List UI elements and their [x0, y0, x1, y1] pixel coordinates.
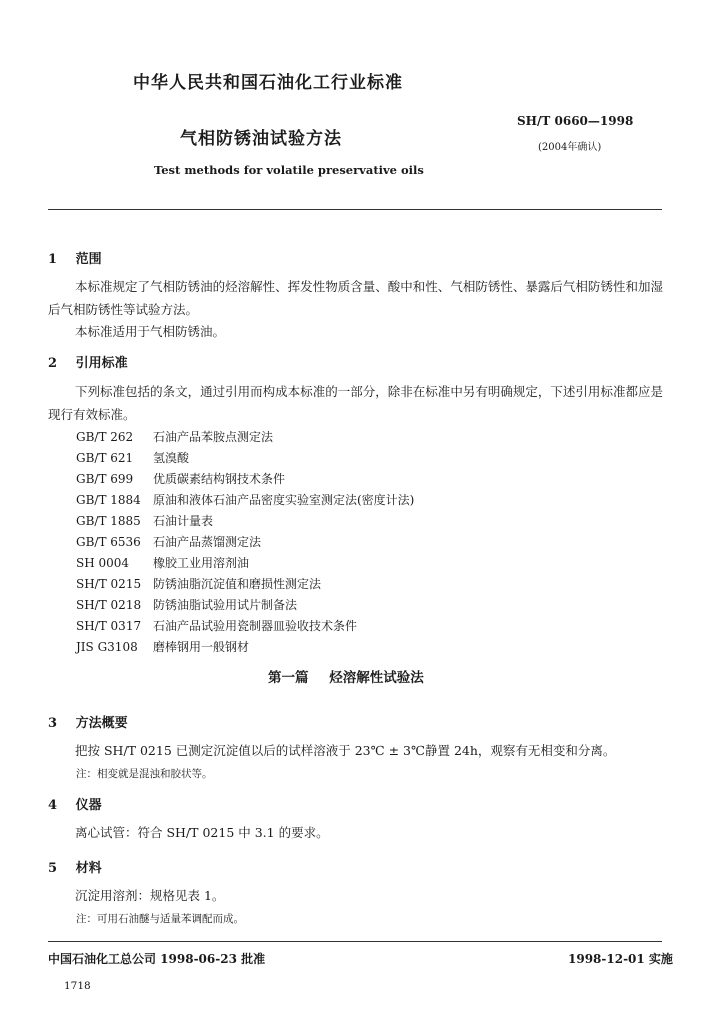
reference-name: 石油产品试验用瓷制器皿验收技术条件: [153, 619, 358, 633]
reference-item: [76, 595, 414, 616]
reference-code: GB/T 621: [76, 451, 134, 465]
reference-code: SH 0004: [76, 556, 130, 570]
section-5-note: 注：可用石油醚与适量苯调配而成。: [76, 913, 244, 925]
reference-name: 原油和液体石油产品密度实验室测定法(密度计法): [153, 493, 415, 507]
section-5-heading: [48, 857, 102, 876]
reference-name: 防锈油脂沉淀值和磨损性测定法: [153, 577, 322, 591]
part-1-title: 烃溶解性试验法: [329, 670, 424, 686]
reference-list: [76, 427, 414, 658]
header-divider: [48, 209, 662, 210]
reference-code: SH/T 0317: [76, 619, 142, 633]
document-title-en: Test methods for volatile preservative oils: [154, 163, 424, 177]
section-1-title: 范围: [75, 252, 102, 267]
section-4-heading: [48, 794, 102, 813]
reference-name: 橡胶工业用溶剂油: [153, 556, 250, 570]
document-title-cn: 气相防锈油试验方法: [180, 129, 342, 149]
reference-item: [76, 448, 414, 469]
reference-code: GB/T 699: [76, 472, 134, 486]
reference-item: [76, 616, 414, 637]
reference-name: 优质碳素结构钢技术条件: [153, 472, 286, 486]
approval-line: 中国石油化工总公司 1998-06-23 批准: [48, 952, 266, 966]
section-2-title: 引用标准: [75, 356, 128, 371]
reference-code: GB/T 1884: [76, 493, 141, 507]
reference-code: JIS G3108: [76, 640, 138, 654]
section-3-number: 3: [48, 716, 58, 731]
reference-item: [76, 490, 414, 511]
section-1-paragraph-2: 本标准适用于气相防锈油。: [75, 324, 226, 339]
section-4-paragraph-1: 离心试管：符合 SH/T 0215 中 3.1 的要求。: [75, 825, 329, 840]
footer-divider: [48, 941, 662, 942]
section-4-title: 仪器: [75, 798, 102, 813]
reference-code: SH/T 0215: [76, 577, 142, 591]
reference-item: [76, 532, 414, 553]
reference-item: [76, 553, 414, 574]
section-4-number: 4: [48, 798, 58, 813]
reference-item: [76, 637, 414, 658]
reference-name: 防锈油脂试验用试片制备法: [153, 598, 298, 612]
section-3-title: 方法概要: [75, 716, 128, 731]
reference-name: 氢溴酸: [153, 451, 190, 465]
reference-item: [76, 469, 414, 490]
standard-number: SH/T 0660—1998: [517, 114, 634, 128]
section-1-number: 1: [48, 252, 58, 267]
part-1-heading: [268, 666, 424, 686]
section-5-title: 材料: [75, 861, 102, 876]
section-5-number: 5: [48, 861, 58, 876]
section-3-paragraph-1: 把按 SH/T 0215 已测定沉淀值以后的试样溶液于 23℃ ± 3℃静置 24h，观察有无相变和分离。: [75, 743, 616, 758]
reference-code: GB/T 262: [76, 430, 134, 444]
section-2-heading: [48, 352, 128, 371]
reference-name: 石油产品蒸馏测定法: [153, 535, 262, 549]
section-2-number: 2: [48, 356, 58, 371]
confirmation-note: (2004年确认): [538, 142, 602, 153]
section-3-heading: [48, 712, 128, 731]
reference-code: GB/T 1885: [76, 514, 141, 528]
reference-item: [76, 511, 414, 532]
section-5-paragraph-1: 沉淀用溶剂：规格见表 1。: [75, 888, 225, 903]
effective-date: 1998-12-01 实施: [568, 952, 673, 966]
section-2-paragraph-1: 下列标准包括的条文，通过引用而构成本标准的一部分，除非在标准中另有明确规定，下述引用标准都应是现行有效标准。: [48, 384, 663, 422]
reference-code: SH/T 0218: [76, 598, 142, 612]
reference-name: 石油产品苯胺点测定法: [153, 430, 274, 444]
page-number: 1718: [64, 980, 91, 992]
section-3-note: 注：相变就是混浊和胶状等。: [76, 768, 213, 780]
part-1-label: 第一篇: [268, 670, 309, 686]
organization-title: 中华人民共和国石油化工行业标准: [133, 73, 403, 93]
reference-item: [76, 574, 414, 595]
reference-name: 石油计量表: [153, 514, 214, 528]
section-1-paragraph-1: 本标准规定了气相防锈油的烃溶解性、挥发性物质含量、酸中和性、气相防锈性、暴露后气相防锈性和加湿后气相防锈性等试验方法。: [48, 279, 663, 317]
reference-code: GB/T 6536: [76, 535, 141, 549]
section-1-heading: [48, 248, 102, 267]
reference-item: [76, 427, 414, 448]
reference-name: 磨棒钢用一般钢材: [153, 640, 250, 654]
